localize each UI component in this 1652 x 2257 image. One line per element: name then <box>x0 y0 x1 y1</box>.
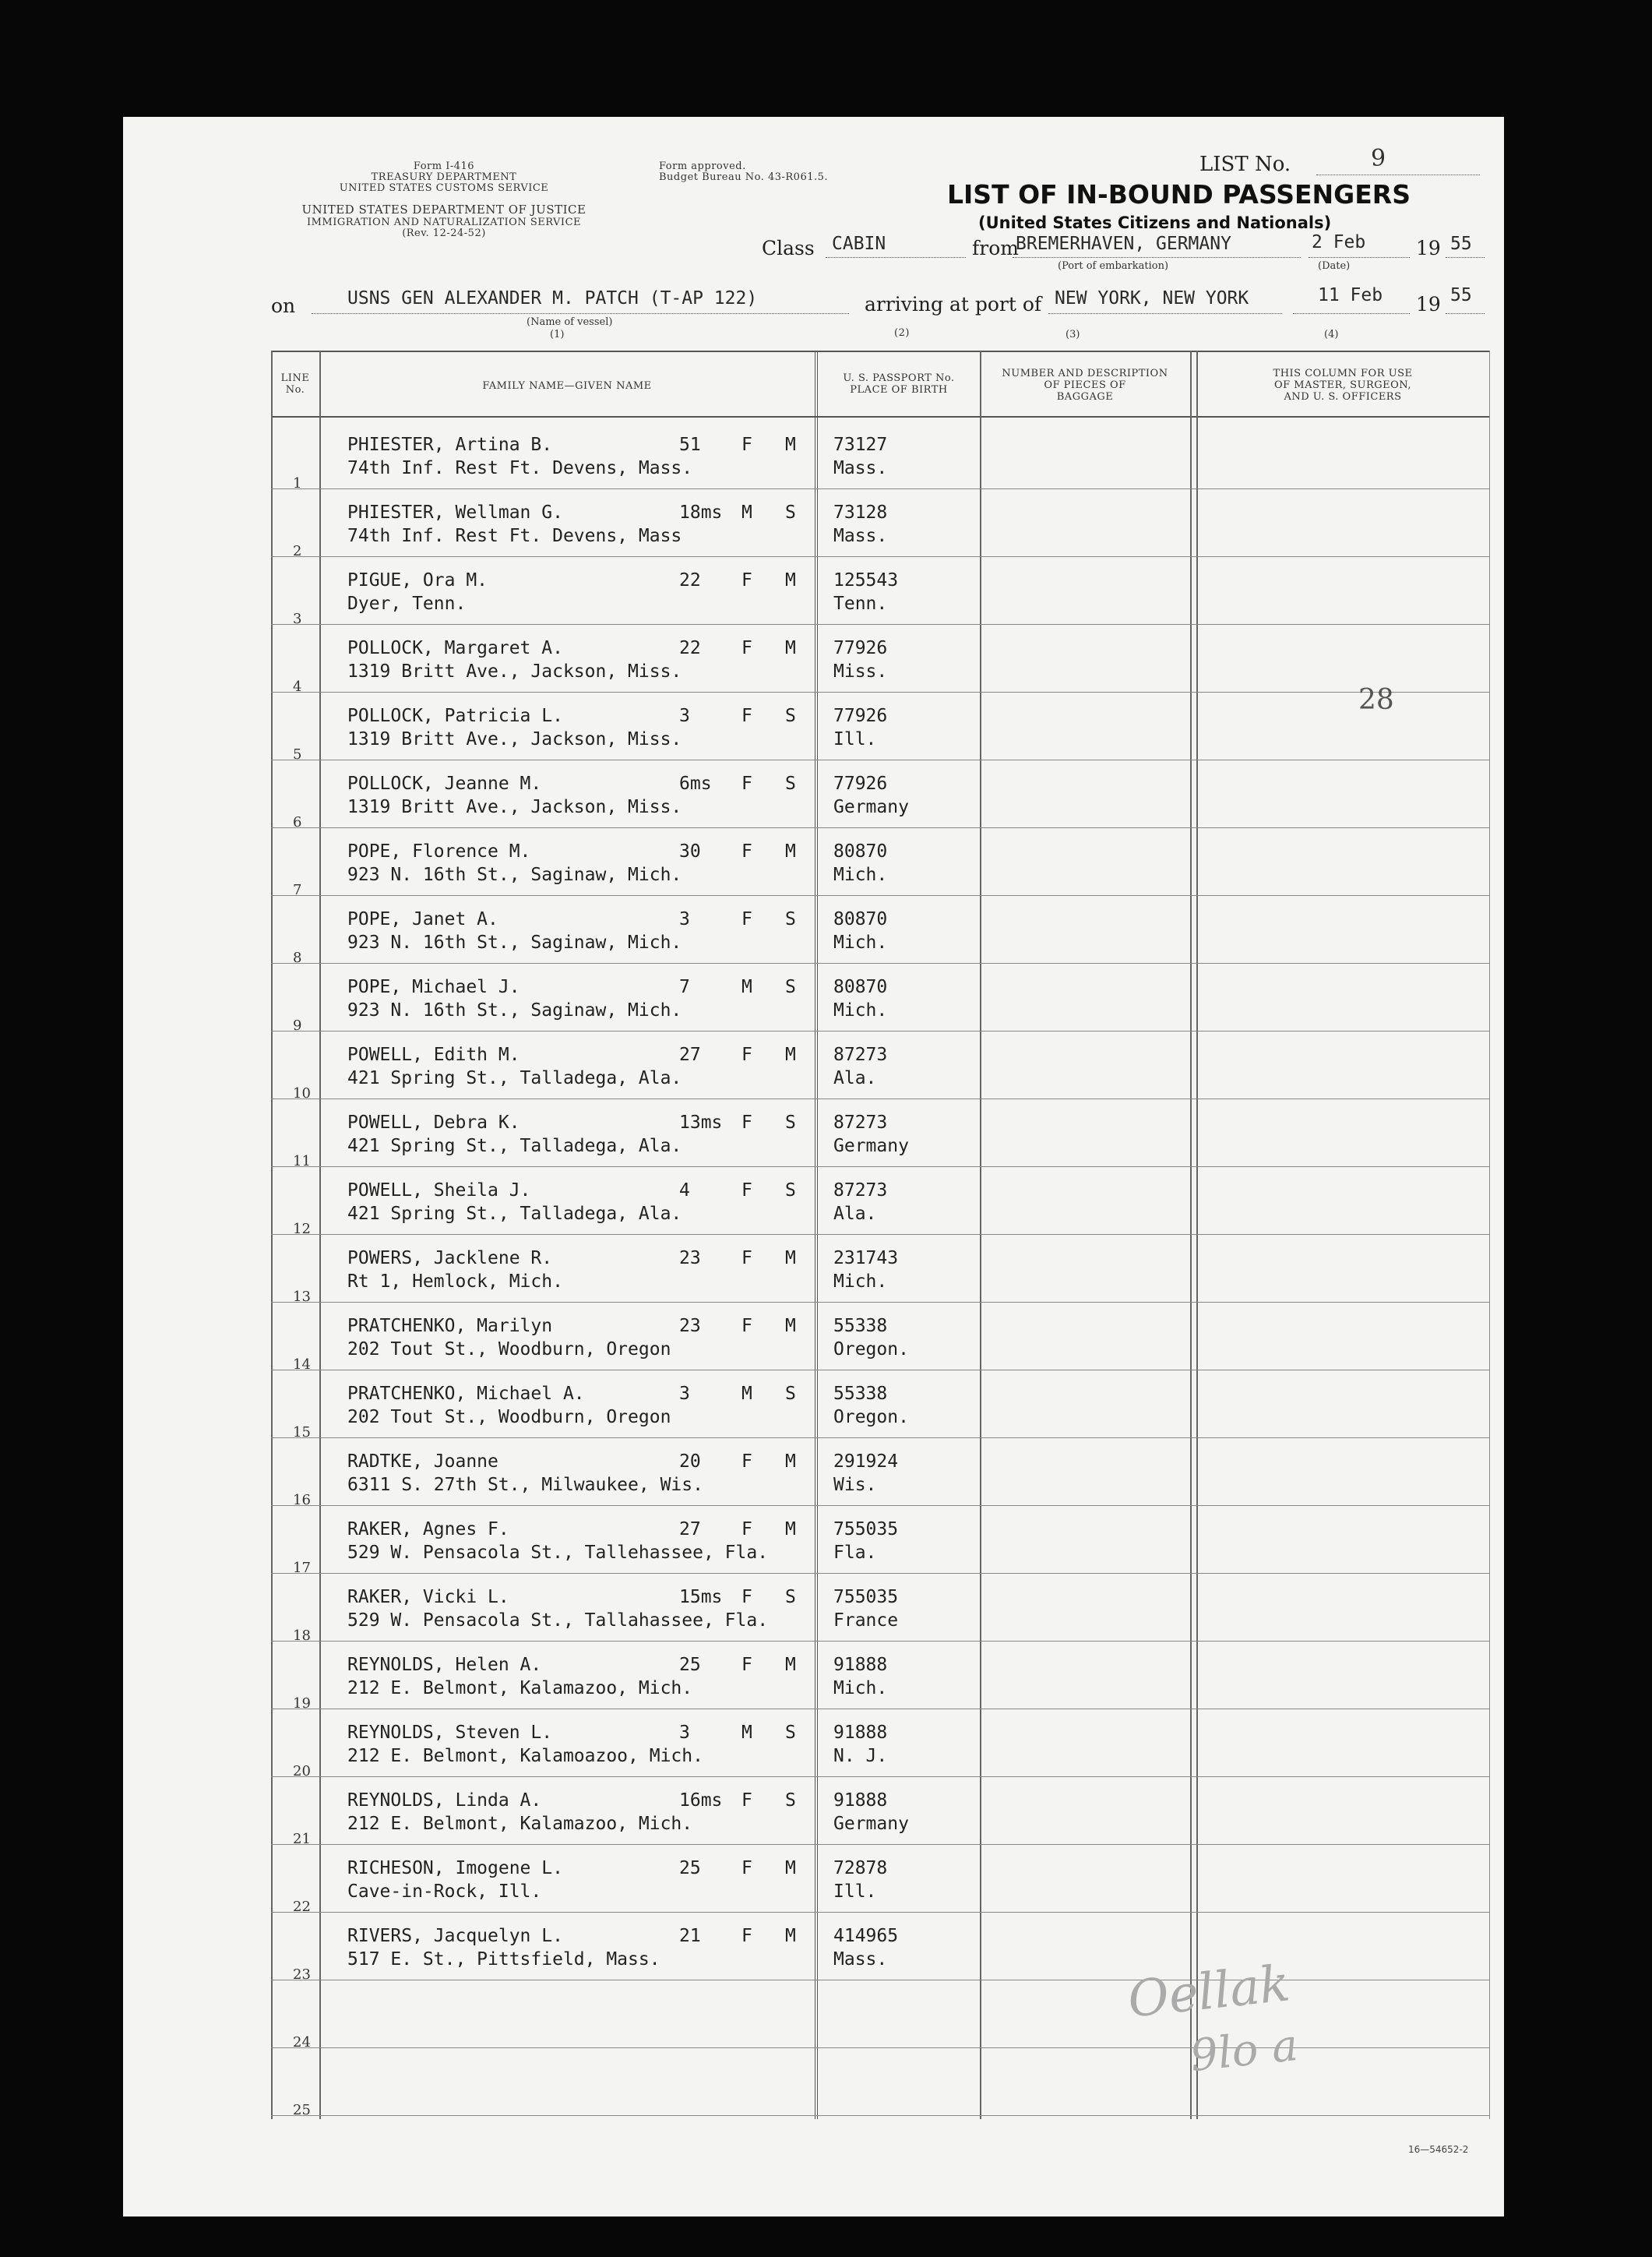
passenger-address: 923 N. 16th St., Saginaw, Mich. <box>347 865 682 885</box>
passenger-sex: F <box>741 1926 752 1946</box>
passenger-sex: F <box>741 1316 752 1336</box>
revision-date: (Rev. 12-24-52) <box>402 227 486 239</box>
passenger-sex: F <box>741 1790 752 1811</box>
passenger-name: RAKER, Agnes F. <box>347 1519 509 1539</box>
passenger-marital-status: S <box>785 1384 796 1404</box>
col-header-baggage-2: OF PIECES OF <box>1044 379 1126 391</box>
col-header-officers: THIS COLUMN FOR USE <box>1273 368 1413 379</box>
line-number: 15 <box>293 1424 311 1441</box>
passenger-age: 18ms <box>679 503 723 523</box>
line-number: 1 <box>293 475 302 492</box>
row-divider <box>271 2047 1489 2048</box>
passenger-age: 23 <box>679 1316 701 1336</box>
passenger-marital-status: S <box>785 977 796 997</box>
passenger-age: 25 <box>679 1655 701 1675</box>
line-number: 25 <box>293 2102 311 2118</box>
row-divider <box>271 963 1489 964</box>
passport-number: 91888 <box>833 1723 888 1743</box>
passenger-name: POLLOCK, Jeanne M. <box>347 774 542 794</box>
birthplace: Ill. <box>833 729 877 749</box>
passenger-age: 20 <box>679 1451 701 1472</box>
passport-number: 77926 <box>833 706 888 726</box>
row-divider <box>271 1641 1489 1642</box>
line-number: 19 <box>293 1695 311 1712</box>
passenger-table <box>271 327 1489 2119</box>
line-number: 4 <box>293 679 302 695</box>
passenger-age: 22 <box>679 638 701 658</box>
vessel-name: USNS GEN ALEXANDER M. PATCH (T-AP 122) <box>347 288 758 309</box>
table-row <box>271 1103 1489 1171</box>
passenger-name: POPE, Janet A. <box>347 909 498 929</box>
col-header-passport-num: (2) <box>894 327 910 339</box>
departure-date: 2 Feb <box>1312 232 1366 252</box>
vessel-caption: (Name of vessel) <box>527 316 613 328</box>
passenger-marital-status: S <box>785 503 796 523</box>
passenger-address: 1319 Britt Ave., Jackson, Miss. <box>347 661 682 682</box>
embarkation-underline <box>1013 257 1301 258</box>
table-row <box>271 1171 1489 1239</box>
birthplace: Miss. <box>833 661 888 682</box>
line-number: 5 <box>293 746 302 763</box>
passenger-address: 421 Spring St., Talladega, Ala. <box>347 1136 682 1156</box>
budget-bureau: Budget Bureau No. 43-R061.5. <box>659 171 829 183</box>
line-number: 21 <box>293 1831 311 1847</box>
column-4-caption: (4) <box>1324 329 1339 340</box>
passport-number: 73127 <box>833 435 888 455</box>
row-divider <box>271 1437 1489 1438</box>
table-row <box>271 764 1489 832</box>
passenger-marital-status: M <box>785 1316 796 1336</box>
passenger-address: 1319 Britt Ave., Jackson, Miss. <box>347 729 682 749</box>
date-caption: (Date) <box>1318 260 1351 272</box>
table-row <box>271 1849 1489 1917</box>
handwritten-note: Oellak <box>1125 1955 1293 2030</box>
from-label: from <box>972 237 1019 259</box>
line-number: 3 <box>293 611 302 627</box>
col-header-baggage: NUMBER AND DESCRIPTION <box>1002 368 1168 379</box>
passport-number: 91888 <box>833 1655 888 1675</box>
line-number: 12 <box>293 1221 311 1237</box>
passenger-name: POWELL, Sheila J. <box>347 1180 531 1201</box>
col-header-name: FAMILY NAME—GIVEN NAME <box>482 380 652 392</box>
customs-service: UNITED STATES CUSTOMS SERVICE <box>339 182 549 194</box>
passenger-sex: M <box>741 503 752 523</box>
passenger-address: 529 W. Pensacola St., Tallehassee, Fla. <box>347 1543 769 1563</box>
arriving-label: arriving at port of <box>865 293 1042 316</box>
passenger-sex: F <box>741 1045 752 1065</box>
line-number: 6 <box>293 814 302 831</box>
table-row <box>271 968 1489 1035</box>
passenger-age: 13ms <box>679 1113 723 1133</box>
print-code: 16—54652-2 <box>1408 2144 1469 2155</box>
passenger-age: 25 <box>679 1858 701 1878</box>
passenger-marital-status: S <box>785 909 796 929</box>
passport-number: 73128 <box>833 503 888 523</box>
passenger-address: 923 N. 16th St., Saginaw, Mich. <box>347 1000 682 1021</box>
passenger-address: 529 W. Pensacola St., Tallahassee, Fla. <box>347 1610 769 1631</box>
passport-number: 77926 <box>833 774 888 794</box>
birthplace: Oregon. <box>833 1339 909 1359</box>
arrival-year-prefix: 19 <box>1416 293 1441 316</box>
birthplace: Mass. <box>833 1949 888 1970</box>
table-row <box>271 1307 1489 1374</box>
birthplace: N. J. <box>833 1746 888 1766</box>
birthplace: Mich. <box>833 933 888 953</box>
page-title: LIST OF IN-BOUND PASSENGERS <box>947 179 1411 210</box>
passenger-name: POWERS, Jacklene R. <box>347 1248 553 1268</box>
line-number: 24 <box>293 2034 311 2051</box>
class-label: Class <box>762 237 815 259</box>
table-top-border <box>271 351 1489 352</box>
line-number: 9 <box>293 1017 302 1034</box>
passenger-address: 202 Tout St., Woodburn, Oregon <box>347 1339 671 1359</box>
passenger-name: PRATCHENKO, Marilyn <box>347 1316 553 1336</box>
passport-number: 55338 <box>833 1384 888 1404</box>
passenger-marital-status: M <box>785 1655 796 1675</box>
passenger-name: REYNOLDS, Linda A. <box>347 1790 542 1811</box>
birthplace: Germany <box>833 1136 909 1156</box>
justice-dept: UNITED STATES DEPARTMENT OF JUSTICE <box>301 203 586 217</box>
passenger-marital-status: S <box>785 1723 796 1743</box>
passenger-age: 27 <box>679 1045 701 1065</box>
birthplace: Mass. <box>833 458 888 478</box>
line-number: 10 <box>293 1085 311 1102</box>
col-header-officers-3: AND U. S. OFFICERS <box>1284 391 1402 403</box>
departure-date-underline <box>1309 257 1410 258</box>
on-label: on <box>271 294 296 317</box>
passenger-name: PIGUE, Ora M. <box>347 570 488 591</box>
passenger-marital-status: S <box>785 1113 796 1133</box>
passenger-age: 16ms <box>679 1790 723 1811</box>
stamp-number: 28 <box>1358 684 1394 716</box>
birthplace: France <box>833 1610 899 1631</box>
passenger-name: POWELL, Debra K. <box>347 1113 520 1133</box>
passenger-address: 202 Tout St., Woodburn, Oregon <box>347 1407 671 1427</box>
passenger-sex: F <box>741 1519 752 1539</box>
row-divider <box>271 895 1489 896</box>
birthplace: Mich. <box>833 865 888 885</box>
table-row <box>271 493 1489 561</box>
passenger-marital-status: M <box>785 1858 796 1878</box>
row-divider <box>271 1031 1489 1032</box>
treasury-dept: TREASURY DEPARTMENT <box>371 171 517 183</box>
row-divider <box>271 1573 1489 1574</box>
arrival-port: NEW YORK, NEW YORK <box>1055 288 1249 309</box>
passenger-name: POLLOCK, Margaret A. <box>347 638 563 658</box>
birthplace: Mass. <box>833 526 888 546</box>
list-no-label: LIST No. <box>1199 153 1291 176</box>
birthplace: Tenn. <box>833 594 888 614</box>
form-number: Form I-416 <box>413 160 475 172</box>
passenger-name: POPE, Michael J. <box>347 977 520 997</box>
row-divider <box>271 1234 1489 1235</box>
passenger-sex: F <box>741 638 752 658</box>
column-3-caption: (3) <box>1066 329 1080 340</box>
passport-number: 755035 <box>833 1587 899 1607</box>
row-divider <box>271 1776 1489 1777</box>
class-value: CABIN <box>832 234 886 254</box>
passenger-name: PHIESTER, Artina B. <box>347 435 553 455</box>
embarkation-port: BREMERHAVEN, GERMANY <box>1016 234 1231 254</box>
passenger-name: RICHESON, Imogene L. <box>347 1858 563 1878</box>
passenger-name: PHIESTER, Wellman G. <box>347 503 563 523</box>
line-number: 14 <box>293 1356 311 1373</box>
birthplace: Mich. <box>833 1000 888 1021</box>
birthplace: Oregon. <box>833 1407 909 1427</box>
birthplace: Mich. <box>833 1271 888 1292</box>
birthplace: Germany <box>833 797 909 817</box>
passenger-address: Rt 1, Hemlock, Mich. <box>347 1271 563 1292</box>
table-row <box>271 1239 1489 1307</box>
table-row <box>271 1645 1489 1713</box>
line-number: 11 <box>293 1153 311 1169</box>
passenger-sex: F <box>741 1587 752 1607</box>
passenger-age: 7 <box>679 977 690 997</box>
col-header-baggage-3: BAGGAGE <box>1056 391 1114 403</box>
col-header-birthplace: PLACE OF BIRTH <box>850 384 948 396</box>
passenger-marital-status: M <box>785 435 796 455</box>
table-row <box>271 1984 1489 2052</box>
vessel-underline <box>312 313 849 314</box>
table-row <box>271 696 1489 764</box>
passenger-sex: F <box>741 1180 752 1201</box>
passenger-age: 3 <box>679 1384 690 1404</box>
passenger-address: 212 E. Belmont, Kalamazoo, Mich. <box>347 1814 693 1834</box>
passenger-marital-status: S <box>785 774 796 794</box>
passport-number: 80870 <box>833 977 888 997</box>
passenger-sex: F <box>741 1655 752 1675</box>
table-row <box>271 1442 1489 1510</box>
passport-number: 87273 <box>833 1113 888 1133</box>
passenger-address: 212 E. Belmont, Kalamazoo, Mich. <box>347 1678 693 1698</box>
passenger-name: REYNOLDS, Helen A. <box>347 1655 542 1675</box>
passport-number: 77926 <box>833 638 888 658</box>
class-underline <box>826 257 966 258</box>
line-number: 18 <box>293 1628 311 1644</box>
line-number: 7 <box>293 882 302 898</box>
passenger-sex: F <box>741 1248 752 1268</box>
passenger-age: 23 <box>679 1248 701 1268</box>
table-row <box>271 832 1489 900</box>
line-number: 16 <box>293 1492 311 1508</box>
table-row <box>271 425 1489 493</box>
passenger-name: RADTKE, Joanne <box>347 1451 498 1472</box>
passport-number: 291924 <box>833 1451 899 1472</box>
departure-year-prefix: 19 <box>1416 237 1441 259</box>
arrival-date: 11 Feb <box>1318 285 1383 305</box>
passenger-address: 1319 Britt Ave., Jackson, Miss. <box>347 797 682 817</box>
arrival-date-underline <box>1293 313 1410 314</box>
table-row <box>271 1917 1489 1984</box>
passenger-marital-status: M <box>785 841 796 862</box>
row-divider <box>271 1912 1489 1913</box>
line-number: 8 <box>293 950 302 966</box>
passenger-age: 3 <box>679 909 690 929</box>
line-number: 13 <box>293 1289 311 1305</box>
table-row <box>271 1781 1489 1849</box>
passenger-sex: F <box>741 909 752 929</box>
birthplace: Ala. <box>833 1068 877 1088</box>
passenger-sex: M <box>741 977 752 997</box>
embarkation-caption: (Port of embarkation) <box>1058 260 1169 272</box>
passport-number: 755035 <box>833 1519 899 1539</box>
passenger-marital-status: M <box>785 1045 796 1065</box>
birthplace: Mich. <box>833 1678 888 1698</box>
passenger-age: 21 <box>679 1926 701 1946</box>
birthplace: Ill. <box>833 1881 877 1902</box>
table-row <box>271 2052 1489 2120</box>
passenger-age: 27 <box>679 1519 701 1539</box>
list-number: 9 <box>1371 145 1386 172</box>
table-row <box>271 1035 1489 1103</box>
table-row <box>271 1510 1489 1578</box>
passenger-age: 30 <box>679 841 701 862</box>
row-divider <box>271 488 1489 489</box>
passenger-marital-status: S <box>785 706 796 726</box>
passenger-address: 212 E. Belmont, Kalamoazoo, Mich. <box>347 1746 703 1766</box>
arrival-year: 55 <box>1450 285 1472 305</box>
passport-number: 91888 <box>833 1790 888 1811</box>
passport-number: 80870 <box>833 909 888 929</box>
line-number: 2 <box>293 543 302 559</box>
table-row <box>271 1374 1489 1442</box>
passport-number: 55338 <box>833 1316 888 1336</box>
col-header-line-no: LINE No. <box>280 372 310 396</box>
passenger-marital-status: M <box>785 570 796 591</box>
passenger-name: POLLOCK, Patricia L. <box>347 706 563 726</box>
row-divider <box>271 692 1489 693</box>
passenger-name: PRATCHENKO, Michael A. <box>347 1384 585 1404</box>
passenger-age: 3 <box>679 1723 690 1743</box>
ins-service: IMMIGRATION AND NATURALIZATION SERVICE <box>306 217 582 228</box>
row-divider <box>271 624 1489 625</box>
passenger-address: Cave-in-Rock, Ill. <box>347 1881 542 1902</box>
passport-number: 87273 <box>833 1045 888 1065</box>
passenger-age: 4 <box>679 1180 690 1201</box>
form-approved: Form approved. <box>659 160 746 172</box>
passenger-address: 74th Inf. Rest Ft. Devens, Mass <box>347 526 682 546</box>
table-header-border <box>271 416 1489 418</box>
passport-number: 80870 <box>833 841 888 862</box>
passenger-sex: M <box>741 1723 752 1743</box>
column-1-caption: (1) <box>550 329 565 340</box>
arrival-year-underline <box>1446 313 1485 314</box>
table-row <box>271 561 1489 629</box>
departure-year-underline <box>1446 257 1485 258</box>
table-row <box>271 629 1489 696</box>
passenger-address: 74th Inf. Rest Ft. Devens, Mass. <box>347 458 693 478</box>
passenger-age: 3 <box>679 706 690 726</box>
passenger-address: 421 Spring St., Talladega, Ala. <box>347 1204 682 1224</box>
passenger-marital-status: S <box>785 1587 796 1607</box>
passenger-age: 51 <box>679 435 701 455</box>
passenger-address: 6311 S. 27th St., Milwaukee, Wis. <box>347 1475 703 1495</box>
line-number: 17 <box>293 1560 311 1576</box>
passenger-address: 923 N. 16th St., Saginaw, Mich. <box>347 933 682 953</box>
passenger-age: 6ms <box>679 774 712 794</box>
row-divider <box>271 2115 1489 2116</box>
departure-year: 55 <box>1450 234 1472 254</box>
birthplace: Fla. <box>833 1543 877 1563</box>
passport-number: 414965 <box>833 1926 899 1946</box>
row-divider <box>271 1302 1489 1303</box>
passenger-marital-status: S <box>785 1790 796 1811</box>
col-header-passport: U. S. PASSPORT No. <box>843 372 955 384</box>
passport-number: 231743 <box>833 1248 899 1268</box>
passenger-address: 517 E. St., Pittsfield, Mass. <box>347 1949 660 1970</box>
passenger-name: RAKER, Vicki L. <box>347 1587 509 1607</box>
line-number: 20 <box>293 1763 311 1779</box>
passenger-sex: M <box>741 1384 752 1404</box>
passenger-marital-status: M <box>785 1451 796 1472</box>
passenger-sex: F <box>741 706 752 726</box>
table-row <box>271 1578 1489 1645</box>
table-row <box>271 1713 1489 1781</box>
birthplace: Wis. <box>833 1475 877 1495</box>
passport-number: 125543 <box>833 570 899 591</box>
arrival-port-underline <box>1048 313 1282 314</box>
passenger-age: 22 <box>679 570 701 591</box>
handwritten-note: 9lo a <box>1187 2019 1301 2082</box>
row-divider <box>271 1505 1489 1506</box>
passenger-marital-status: M <box>785 1519 796 1539</box>
passenger-address: 421 Spring St., Talladega, Ala. <box>347 1068 682 1088</box>
passenger-sex: F <box>741 570 752 591</box>
passenger-sex: F <box>741 841 752 862</box>
passenger-name: RIVERS, Jacquelyn L. <box>347 1926 563 1946</box>
row-divider <box>271 827 1489 828</box>
passenger-name: POWELL, Edith M. <box>347 1045 520 1065</box>
row-divider <box>271 1166 1489 1167</box>
passenger-marital-status: S <box>785 1180 796 1201</box>
page-subtitle: (United States Citizens and Nationals) <box>978 213 1332 232</box>
passenger-age: 15ms <box>679 1587 723 1607</box>
passport-number: 87273 <box>833 1180 888 1201</box>
passenger-name: POPE, Florence M. <box>347 841 531 862</box>
birthplace: Germany <box>833 1814 909 1834</box>
passenger-sex: F <box>741 1858 752 1878</box>
passenger-sex: F <box>741 435 752 455</box>
passenger-address: Dyer, Tenn. <box>347 594 467 614</box>
table-row <box>271 900 1489 968</box>
passenger-marital-status: M <box>785 1248 796 1268</box>
birthplace: Ala. <box>833 1204 877 1224</box>
col-header-officers-2: OF MASTER, SURGEON, <box>1274 379 1411 391</box>
passenger-sex: F <box>741 1451 752 1472</box>
row-divider <box>271 556 1489 557</box>
passenger-sex: F <box>741 1113 752 1133</box>
passport-number: 72878 <box>833 1858 888 1878</box>
line-number: 22 <box>293 1899 311 1915</box>
passenger-marital-status: M <box>785 638 796 658</box>
passenger-sex: F <box>741 774 752 794</box>
passenger-marital-status: M <box>785 1926 796 1946</box>
passenger-name: REYNOLDS, Steven L. <box>347 1723 553 1743</box>
line-number: 23 <box>293 1966 311 1983</box>
column-divider <box>1489 351 1490 2119</box>
row-divider <box>271 1844 1489 1845</box>
